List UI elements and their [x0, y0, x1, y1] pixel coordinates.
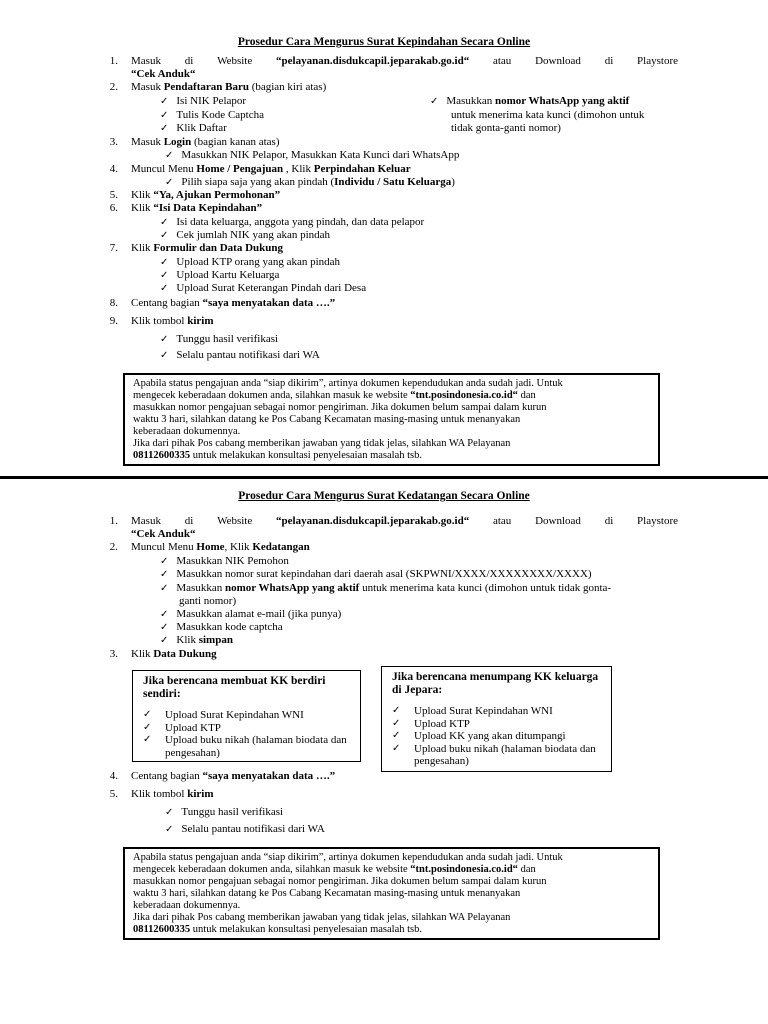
- step-2-text: Masuk Pendaftaran Baru (bagian kiri atas): [131, 81, 327, 93]
- step-7-text: Klik Formulir dan Data Dukung: [131, 242, 283, 254]
- step-number: 3.: [109, 648, 118, 660]
- step-4-text: Centang bagian “saya menyatakan data ….”: [131, 770, 336, 782]
- step-text: Masuk: [131, 55, 161, 67]
- checklist-item: ✓ Klik Daftar: [160, 122, 227, 135]
- section-title: Prosedur Cara Mengurus Surat Kepindahan Secara Online: [237, 36, 531, 48]
- step-number: 5.: [109, 189, 118, 201]
- note-line: masukkan nomor pengajuan sebagai nomor pengiriman. Jika dokumen belum sampai dalam kurun: [133, 876, 547, 887]
- step-5-text: Klik “Ya, Ajukan Permohonan”: [131, 189, 281, 201]
- app-name: “Cek Anduk“: [131, 68, 196, 80]
- checklist-item-whatsapp: ✓ Masukkan nomor WhatsApp yang aktif untuk menerima kata kunci (dimohon untuk tidak gonta-: [160, 582, 611, 595]
- section-divider: [0, 476, 768, 479]
- checklist-item: ✓ Masukkan NIK Pelapor, Masukkan Kata Kunci dari WhatsApp: [165, 149, 459, 162]
- step-number: 1.: [109, 515, 118, 527]
- note-line: mengecek keberadaan dokumen anda, silahkan masuk ke website “tnt.posindonesia.co.id“ dan: [133, 864, 536, 875]
- option-heading: Jika berencana membuat KK berdiri sendiri:: [143, 675, 326, 700]
- checklist-item: ✓ Upload KTP orang yang akan pindah: [160, 256, 340, 269]
- step-number: 9.: [109, 315, 118, 327]
- step-text: di: [184, 55, 194, 67]
- note-line: Jika dari pihak Pos cabang memberikan jawaban yang tidak jelas, silahkan WA Pelayanan: [133, 912, 511, 923]
- option-item: ✓ Upload Surat Kepindahan WNI: [392, 705, 601, 718]
- step-5-text: Klik tombol kirim: [131, 788, 214, 800]
- step-number: 8.: [109, 297, 118, 309]
- step-text: Website: [217, 55, 253, 67]
- step-text: di: [604, 55, 614, 67]
- checklist-item: ✓ Isi NIK Pelapor: [160, 95, 246, 108]
- checklist-item: ✓ Masukkan NIK Pemohon: [160, 555, 289, 568]
- checklist-continuation: tidak gonta-ganti nomor): [451, 122, 561, 134]
- note-line: waktu 3 hari, silahkan datang ke Pos Cabang Kecamatan masing-masing untuk menanyakan: [133, 414, 521, 425]
- step-number: 6.: [109, 202, 118, 214]
- step-number: 1.: [109, 55, 118, 67]
- note-line: waktu 3 hari, silahkan datang ke Pos Cabang Kecamatan masing-masing untuk menanyakan: [133, 888, 521, 899]
- website-url: “pelayanan.disdukcapil.jeparakab.go.id“: [276, 55, 470, 67]
- step-1-line: [131, 515, 678, 528]
- step-text: di: [184, 515, 194, 527]
- step-number: 2.: [109, 541, 118, 553]
- step-2-text: Muncul Menu Home, Klik Kedatangan: [131, 541, 310, 553]
- checklist-item: ✓ Tunggu hasil verifikasi: [160, 333, 278, 346]
- checklist-item: ✓ Masukkan alamat e-mail (jika punya): [160, 608, 341, 621]
- note-line: mengecek keberadaan dokumen anda, silahkan masuk ke website “tnt.posindonesia.co.id“ dan: [133, 390, 536, 401]
- option-heading: Jika berencana menumpang KK keluarga di Jepara:: [392, 671, 599, 696]
- step-number: 4.: [109, 163, 118, 175]
- note-line: Jika dari pihak Pos cabang memberikan jawaban yang tidak jelas, silahkan WA Pelayanan: [133, 438, 511, 449]
- step-number: 3.: [109, 136, 118, 148]
- step-9-text: Klik tombol kirim: [131, 315, 214, 327]
- step-6-text: Klik “Isi Data Kepindahan”: [131, 202, 263, 214]
- option-box-join-kk: [381, 666, 612, 772]
- step-text: di: [604, 515, 614, 527]
- checklist-item: ✓ Masukkan kode captcha: [160, 621, 283, 634]
- note-line: keberadaan dokumennya.: [133, 900, 241, 911]
- note-line: keberadaan dokumennya.: [133, 426, 241, 437]
- option-item: ✓ Upload KK yang akan ditumpangi: [392, 730, 601, 743]
- note-line: 08112600335 untuk melakukan konsultasi penyelesaian masalah tsb.: [133, 450, 422, 461]
- option-item: ✓ Upload KTP: [392, 718, 601, 731]
- info-note-box: [123, 373, 660, 466]
- checklist-item: ✓ Klik simpan: [160, 634, 233, 647]
- step-text: atau: [492, 55, 512, 67]
- step-8-text: Centang bagian “saya menyatakan data ….”: [131, 297, 336, 309]
- step-1-line: [131, 55, 678, 68]
- note-line: 08112600335 untuk melakukan konsultasi penyelesaian masalah tsb.: [133, 924, 422, 935]
- checklist-item: ✓ Tulis Kode Captcha: [160, 109, 264, 122]
- step-3-text: Klik Data Dukung: [131, 648, 217, 660]
- note-line: masukkan nomor pengajuan sebagai nomor pengiriman. Jika dokumen belum sampai dalam kurun: [133, 402, 547, 413]
- step-number: 7.: [109, 242, 118, 254]
- checklist-item: ✓ Selalu pantau notifikasi dari WA: [165, 823, 325, 836]
- note-line: Apabila status pengajuan anda “siap dikirim”, artinya dokumen kependudukan anda sudah jadi. Untuk: [133, 378, 563, 389]
- step-text: Masuk: [131, 515, 161, 527]
- step-text: Download: [535, 55, 581, 67]
- info-note-box: [123, 847, 660, 940]
- app-name: “Cek Anduk“: [131, 528, 196, 540]
- step-text: Playstore: [637, 55, 678, 67]
- step-text: Download: [535, 515, 581, 527]
- step-text: Website: [217, 515, 253, 527]
- checklist-item: ✓ Tunggu hasil verifikasi: [165, 806, 283, 819]
- option-item: ✓ Upload Surat Kepindahan WNI: [143, 709, 350, 722]
- website-url: “pelayanan.disdukcapil.jeparakab.go.id“: [276, 515, 470, 527]
- step-text: Playstore: [637, 515, 678, 527]
- checklist-item-whatsapp: ✓ Masukkan nomor WhatsApp yang aktif: [430, 95, 629, 108]
- step-number: 4.: [109, 770, 118, 782]
- checklist-continuation: ganti nomor): [179, 595, 237, 607]
- step-number: 5.: [109, 788, 118, 800]
- checklist-item: ✓ Cek jumlah NIK yang akan pindah: [160, 229, 330, 242]
- checklist-item: ✓ Pilih siapa saja yang akan pindah (Individu / Satu Keluarga): [165, 176, 455, 189]
- section-title: Prosedur Cara Mengurus Surat Kedatangan Secara Online: [238, 490, 530, 502]
- checklist-item: ✓ Selalu pantau notifikasi dari WA: [160, 349, 320, 362]
- option-item: ✓ Upload KTP: [143, 722, 350, 735]
- step-text: atau: [492, 515, 512, 527]
- checklist-item: ✓ Masukkan nomor surat kepindahan dari daerah asal (SKPWNI/XXXX/XXXXXXXX/XXXX): [160, 568, 592, 581]
- step-3-text: Masuk Login (bagian kanan atas): [131, 136, 280, 148]
- option-item: ✓ Upload buku nikah (halaman biodata dan pengesahan): [392, 743, 601, 768]
- checklist-continuation: untuk menerima kata kunci (dimohon untuk: [451, 109, 645, 121]
- note-line: Apabila status pengajuan anda “siap dikirim”, artinya dokumen kependudukan anda sudah jadi. Untuk: [133, 852, 563, 863]
- option-item: ✓ Upload buku nikah (halaman biodata dan pengesahan): [143, 734, 350, 759]
- checklist-item: ✓ Upload Kartu Keluarga: [160, 269, 279, 282]
- checklist-item: ✓ Upload Surat Keterangan Pindah dari Desa: [160, 282, 366, 295]
- checklist-item: ✓ Isi data keluarga, anggota yang pindah, dan data pelapor: [160, 216, 424, 229]
- option-box-own-kk: [132, 670, 361, 762]
- step-4-text: Muncul Menu Home / Pengajuan , Klik Perpindahan Keluar: [131, 163, 411, 175]
- step-number: 2.: [109, 81, 118, 93]
